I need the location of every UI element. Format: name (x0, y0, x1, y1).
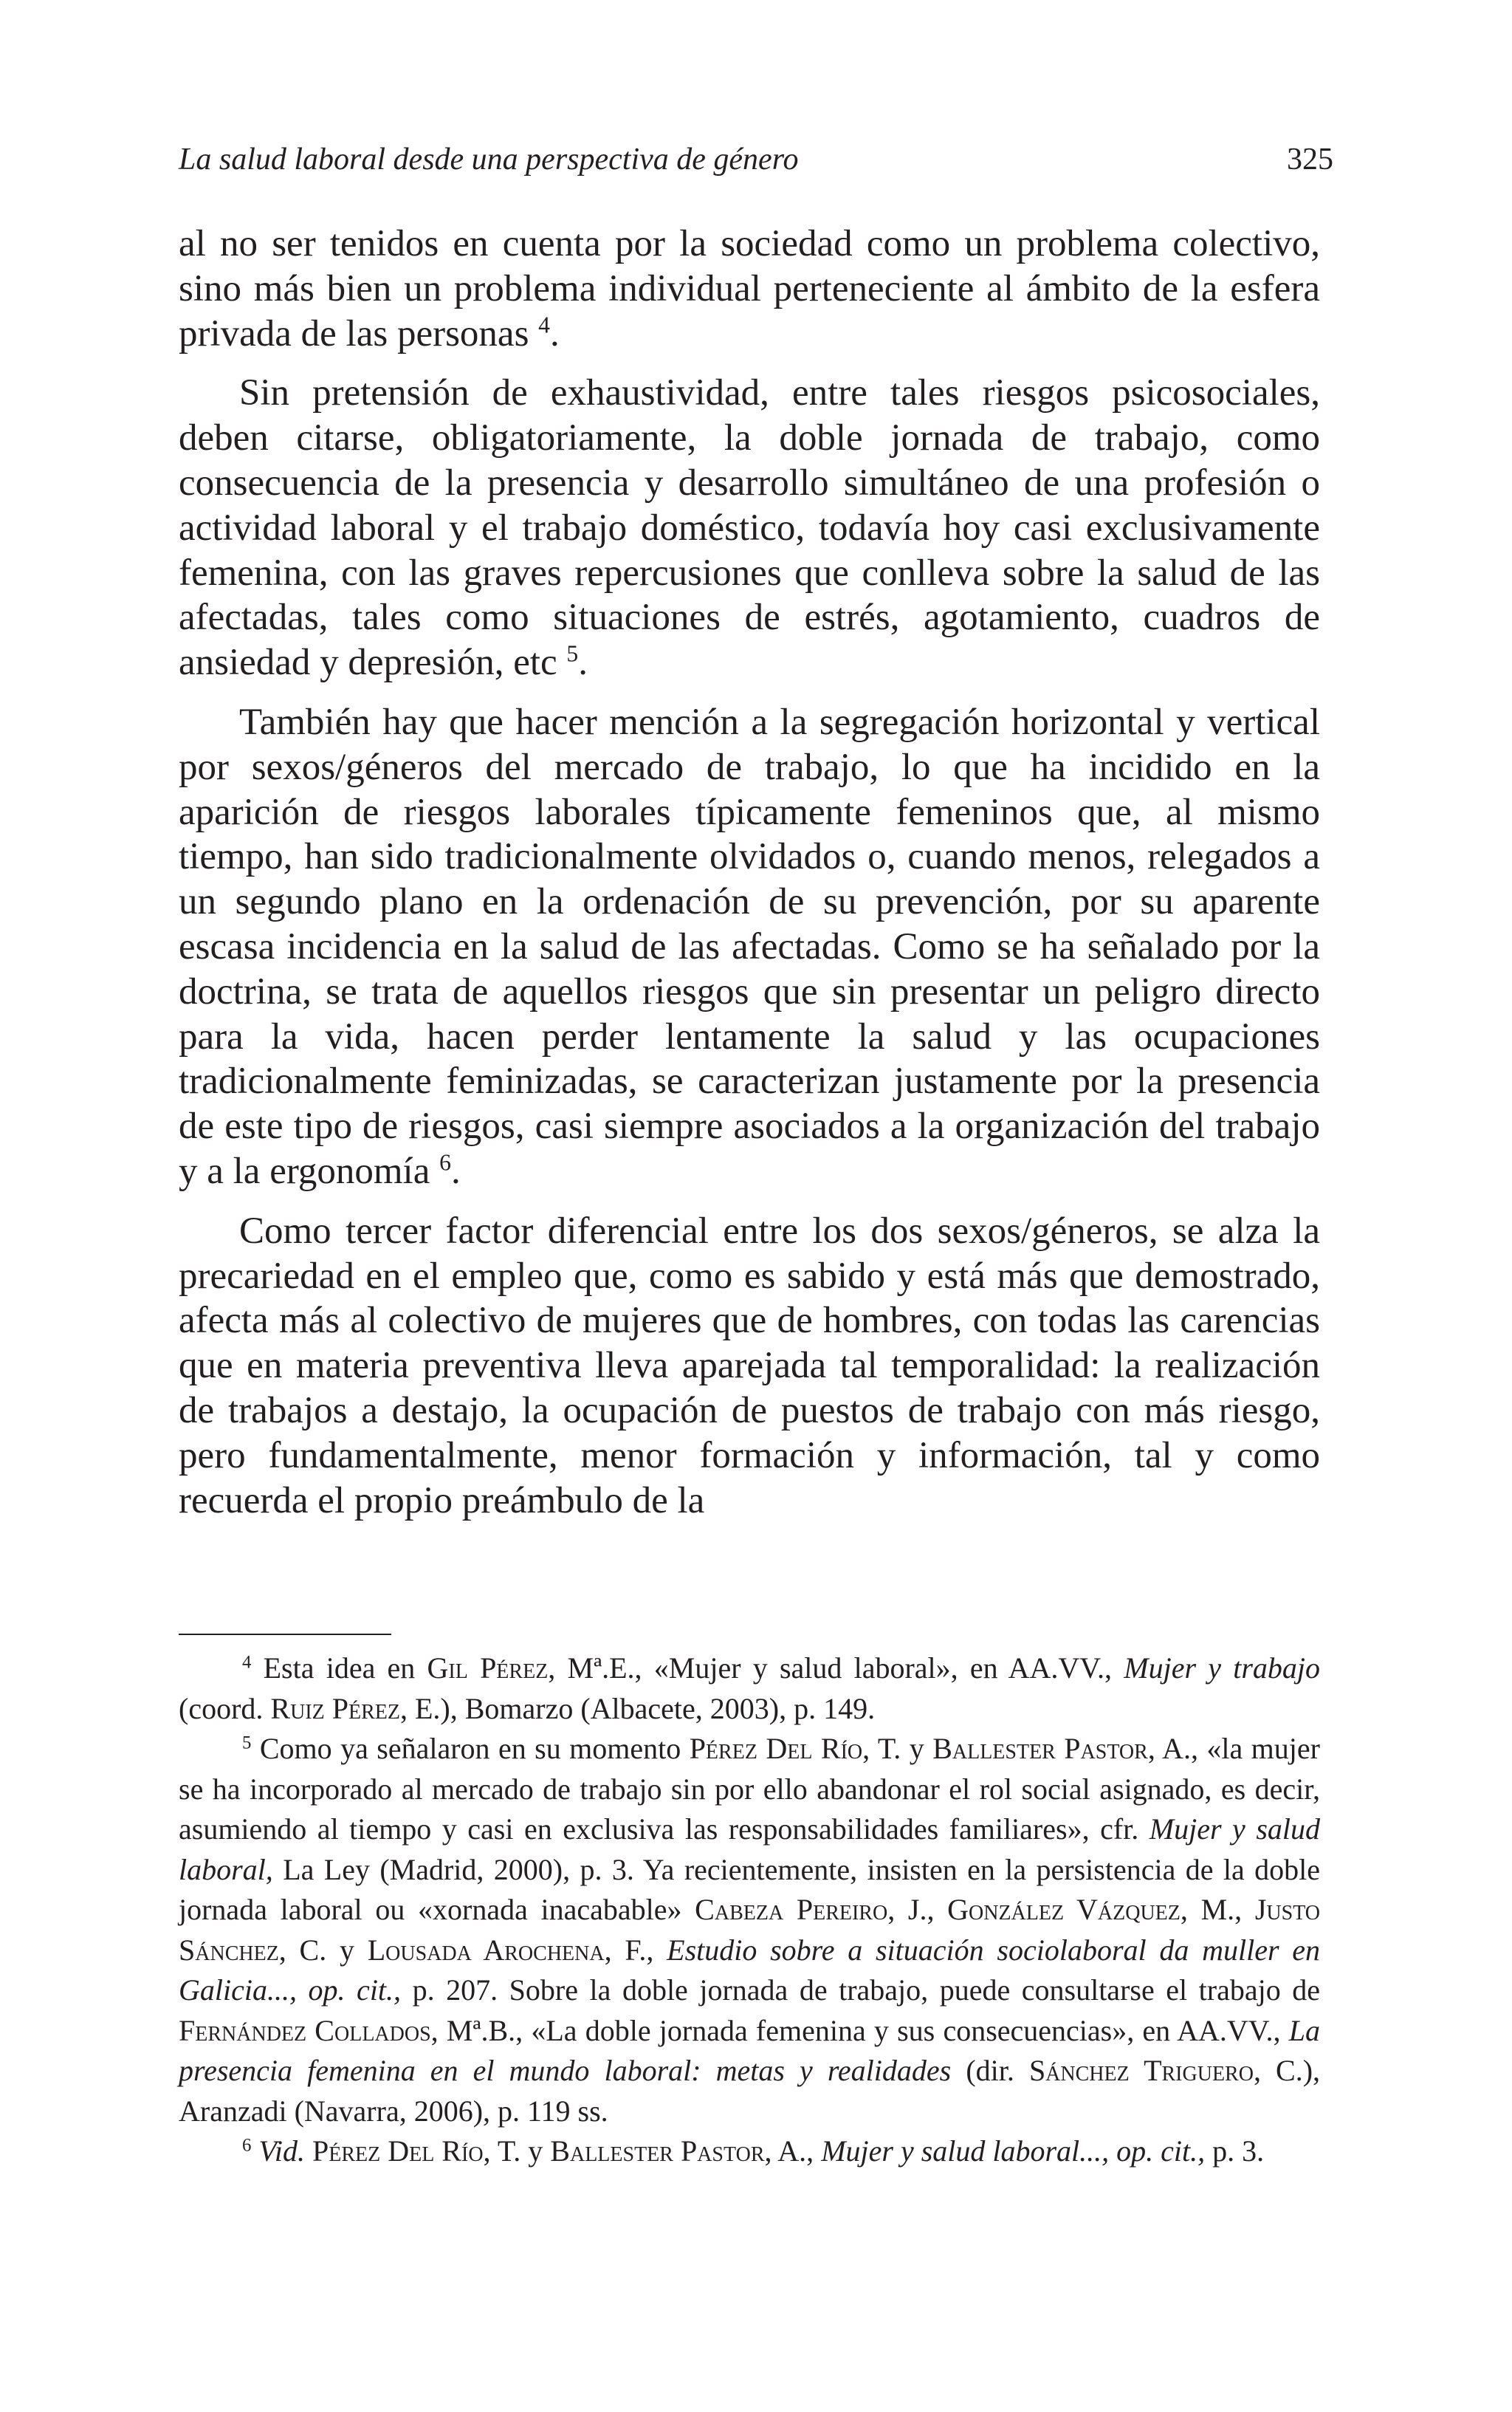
work-title: Estudio sobre a situación sociolaboral da muller en Galicia..., op. cit., (179, 1933, 1321, 2007)
author-name: Ballester Pastor (550, 2134, 765, 2168)
footnote-separator (179, 1634, 391, 1635)
work-title: Mujer y salud laboral, (179, 1812, 1321, 1886)
author-name: Justo Sánchez (179, 1893, 1321, 1967)
author-name: Sánchez Triguero (1028, 2054, 1254, 2087)
footnote-5: $^5$ Como ya señalaron en su momento Pérez Del Río, T. y Ballester Pastor, A., «la mujer se ha incorporado al mercado de trabajo sin por ello abandonar el rol social asignado, es decir, asumiendo al tiempo y casi en exclusiva las responsabilidades familiares», cfr. Mujer y salud laboral, La Ley (Madrid, 2000), p. 3. Ya recientemente, insisten en la persistencia de la doble jornada laboral ou «xornada inacabable» Cabeza Pereiro, J., González Vázquez, M., Justo Sánchez, C. y Lousada Arochena, F., Estudio sobre a situación sociolaboral da muller en Galicia..., op. cit., p. 207. Sobre la doble jornada de trabajo, puede consultarse el trabajo de Fernández Collados, Mª.B., «La doble jornada femenina y sus consecuencias», en AA.VV., La presencia femenina en el mundo laboral: metas y realidades (dir. Sánchez Triguero, C.), Aranzadi (Navarra, 2006), p. 119 ss. (179, 1732, 1321, 2128)
author-name: Cabeza Pereiro (695, 1893, 888, 1926)
author-name: Gil Pérez (427, 1651, 549, 1685)
author-name: Ruiz Pérez (270, 1691, 400, 1725)
author-name: Pérez Del Río (689, 1732, 863, 1765)
footnote-4: $^4$ Esta idea en Gil Pérez, Mª.E., «Mujer y salud laboral», en AA.VV., Mujer y trabajo (coord. Ruiz Pérez, E.), Bomarzo (Albacete, 2003), p. 149. (179, 1651, 1321, 1725)
paragraph: Sin pretensión de exhaustividad, entre tales riesgos psicosociales, deben citarse, obligatoriamente, la doble jornada de trabajo, como consecuencia de la presencia y desarrollo simultáneo de una profesión o actividad laboral y el trabajo doméstico, todavía hoy casi exclusivamente femenina, con las graves repercusiones que conlleva sobre la salud de las afectadas, tales como situaciones de estrés, agotamiento, cuadros de ansiedad y depresión, etc $^5$. (179, 372, 1320, 684)
footnotes (179, 1648, 1320, 2172)
author-name: Ballester Pastor (932, 1732, 1148, 1765)
footnote-ref[interactable]: 4 (538, 312, 550, 338)
author-name: Pérez Del Río (312, 2134, 484, 2168)
paragraph: Como tercer factor diferencial entre los dos sexos/géneros, se alza la precariedad en el empleo que, como es sabido y está más que demostrado, afecta más al colectivo de mujeres que de hombres, con todas las carencias que en materia preventiva lleva aparejada tal temporalidad: la realización de trabajos a destajo, la ocupación de puestos de trabajo con más riesgo, pero fundamentalmente, menor formación y información, tal y como recuerda el propio preámbulo de la (179, 1210, 1320, 1521)
author-name: Fernández Collados (179, 2013, 431, 2047)
footnote-number: 4 (242, 1652, 252, 1673)
footnote-number: 5 (242, 1733, 252, 1753)
footnote-6: $^6$ Vid. Pérez Del Río, T. y Ballester Pastor, A., Mujer y salud laboral..., op. cit., p. 3. (242, 2134, 1265, 2168)
footnote-ref[interactable]: 5 (566, 640, 579, 667)
paragraph: al no ser tenidos en cuenta por la sociedad como un problema colectivo, sino más bien un problema individual perteneciente al ámbito de la esfera privada de las personas $^4$. (179, 223, 1320, 354)
author-name: González Vázquez (947, 1893, 1181, 1926)
page-number: 325 (1287, 143, 1333, 177)
work-title: Mujer y salud laboral..., op. cit., (821, 2134, 1206, 2168)
footnote-ref[interactable]: 6 (439, 1149, 451, 1176)
main-text (179, 222, 1320, 1538)
citation-abbrev: Vid. (258, 2134, 305, 2168)
running-title: La salud laboral desde una perspectiva de género (179, 143, 799, 177)
work-title: Mujer y trabajo (1124, 1651, 1321, 1685)
running-header (179, 137, 1333, 182)
paragraph: También hay que hacer mención a la segregación horizontal y vertical por sexos/géneros del mercado de trabajo, lo que ha incidido en la aparición de riesgos laborales típicamente femeninos que, al mismo tiempo, han sido tradicionalmente olvidados o, cuando menos, relegados a un segundo plano en la ordenación de su prevención, por su aparente escasa incidencia en la salud de las afectadas. Como se ha señalado por la doctrina, se trata de aquellos riesgos que sin presentar un peligro directo para la vida, hacen perder lentamente la salud y las ocupaciones tradicionalmente feminizadas, se caracterizan justamente por la presencia de este tipo de riesgos, casi siempre asociados a la organización del trabajo y a la ergonomía $^6$. (179, 701, 1320, 1192)
author-name: Lousada Arochena (367, 1933, 605, 1967)
work-title: La presencia femenina en el mundo laboral: metas y realidades (179, 2013, 1320, 2087)
footnote-number: 6 (242, 2135, 252, 2156)
